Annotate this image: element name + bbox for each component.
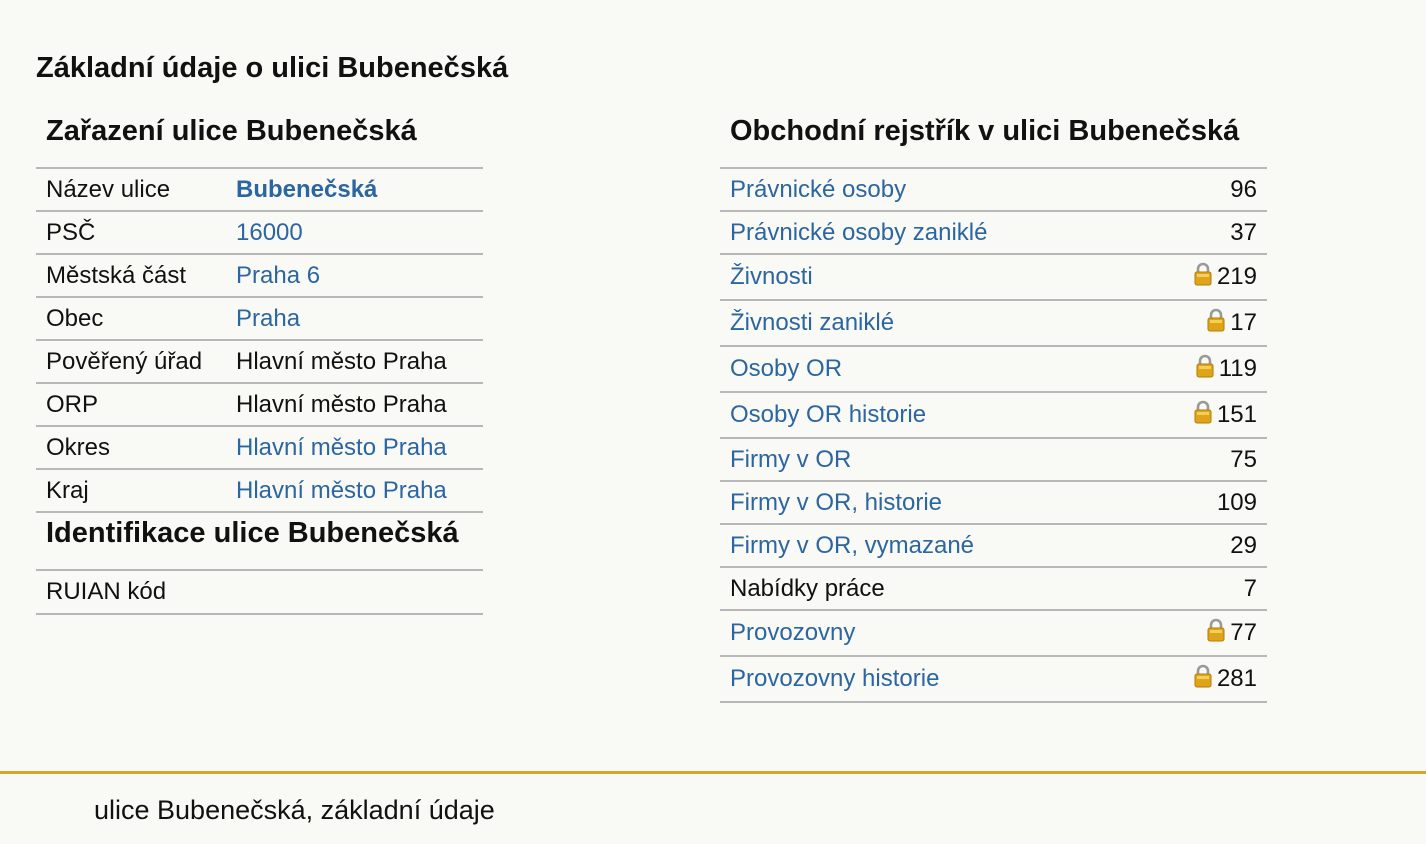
registry-item-link[interactable]: Provozovny historie xyxy=(730,665,940,692)
table-row xyxy=(36,426,483,469)
table-row xyxy=(720,481,1267,524)
lock-icon xyxy=(1193,664,1213,695)
registry-item-link[interactable]: Právnické osoby zaniklé xyxy=(730,218,988,246)
registry-item-link[interactable]: Živnosti xyxy=(730,263,813,290)
footer-text: ulice Bubenečská, základní údaje xyxy=(94,795,495,825)
registry-count: 281 xyxy=(1216,664,1257,692)
row-label-authorized-office: Pověřený úřad xyxy=(46,347,203,375)
lock-icon xyxy=(1193,400,1213,431)
row-label-orp: ORP xyxy=(46,390,99,418)
registry-item-link[interactable]: Firmy v OR, historie xyxy=(730,488,943,516)
registry-count: 77 xyxy=(1230,618,1257,646)
row-label-ruian: RUIAN kód xyxy=(46,578,167,605)
registry-count: 96 xyxy=(1230,175,1257,203)
authorized-office-value: Hlavní město Praha xyxy=(236,347,447,375)
district-link[interactable]: Praha 6 xyxy=(236,261,321,289)
lock-icon xyxy=(1206,618,1226,649)
table-row xyxy=(36,211,483,254)
registry-item-link[interactable]: Osoby OR historie xyxy=(730,401,927,428)
registry-count: 17 xyxy=(1230,308,1257,336)
registry-item-link[interactable]: Živnosti zaniklé xyxy=(730,309,895,336)
table-row xyxy=(720,567,1267,610)
table-row xyxy=(36,254,483,297)
table-row xyxy=(720,300,1267,346)
table-row xyxy=(36,469,483,512)
registry-item-link[interactable]: Osoby OR xyxy=(730,355,843,382)
table-row xyxy=(720,524,1267,567)
row-label-municipality: Obec xyxy=(46,304,104,332)
table-row xyxy=(720,254,1267,300)
table-row xyxy=(36,570,483,614)
table-row xyxy=(36,168,483,211)
registry-count: 119 xyxy=(1218,354,1257,382)
row-label-district: Městská část xyxy=(46,261,187,289)
registry-item-link[interactable]: Firmy v OR, vymazané xyxy=(730,531,975,559)
classification-title: Zařazení ulice Bubenečská xyxy=(46,115,417,147)
table-row xyxy=(720,346,1267,392)
table-row xyxy=(720,168,1267,211)
identification-title: Identifikace ulice Bubenečská xyxy=(46,517,459,549)
registry-count: 151 xyxy=(1216,400,1257,428)
table-row xyxy=(720,211,1267,254)
ruian-value xyxy=(451,570,483,614)
registry-item-link: Nabídky práce xyxy=(730,574,885,602)
registry-count: 109 xyxy=(1216,488,1257,516)
registry-table xyxy=(720,167,1267,703)
identification-table xyxy=(36,569,483,615)
lock-icon xyxy=(1206,308,1226,339)
registry-title: Obchodní rejstřík v ulici Bubenečská xyxy=(730,115,1240,147)
table-row xyxy=(720,438,1267,481)
footer-rule xyxy=(0,771,1426,774)
page-title: Základní údaje o ulici Bubenečská xyxy=(36,52,509,84)
table-row xyxy=(720,656,1267,702)
classification-table xyxy=(36,167,483,513)
registry-item-link[interactable]: Provozovny xyxy=(730,619,856,646)
table-row xyxy=(36,297,483,340)
registry-count: 37 xyxy=(1230,218,1257,246)
registry-item-link[interactable]: Firmy v OR xyxy=(730,445,852,473)
row-label-street-name: Název ulice xyxy=(46,175,171,203)
table-row xyxy=(720,610,1267,656)
registry-count: 7 xyxy=(1243,574,1257,602)
table-row xyxy=(720,392,1267,438)
table-row xyxy=(36,340,483,383)
lock-icon xyxy=(1195,354,1215,385)
row-label-psc: PSČ xyxy=(46,218,96,246)
municipality-link[interactable]: Praha xyxy=(236,304,301,332)
registry-item-link[interactable]: Právnické osoby xyxy=(730,175,907,203)
registry-count: 29 xyxy=(1230,531,1257,559)
lock-icon xyxy=(1193,262,1213,293)
row-label-region: Kraj xyxy=(46,476,89,504)
street-name-link[interactable]: Bubenečská xyxy=(236,175,378,203)
table-row xyxy=(36,383,483,426)
registry-count: 219 xyxy=(1216,262,1257,290)
region-link[interactable]: Hlavní město Praha xyxy=(236,476,447,504)
psc-link[interactable]: 16000 xyxy=(236,218,303,246)
county-link[interactable]: Hlavní město Praha xyxy=(236,433,447,461)
row-label-county: Okres xyxy=(46,433,111,461)
registry-count: 75 xyxy=(1230,445,1257,473)
orp-value: Hlavní město Praha xyxy=(236,390,447,418)
